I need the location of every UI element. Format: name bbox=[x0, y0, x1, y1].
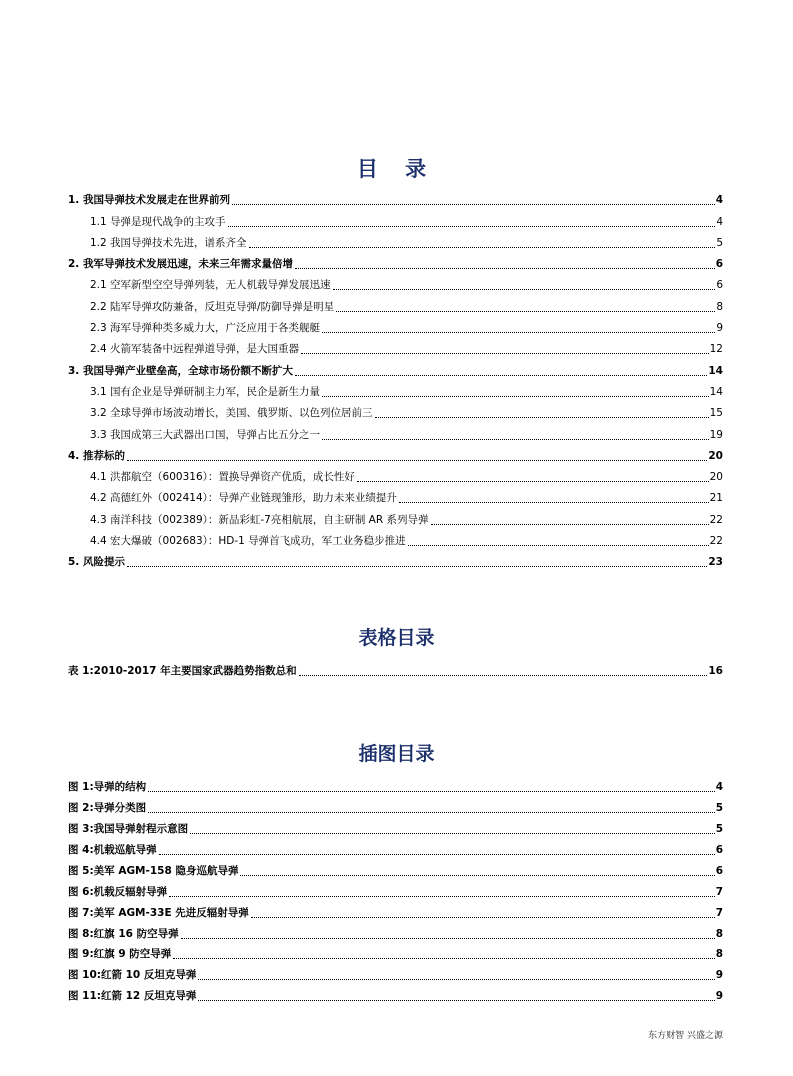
dot-leader bbox=[148, 781, 715, 792]
dot-leader bbox=[173, 948, 714, 959]
dot-leader bbox=[322, 386, 709, 397]
figure-toc-entry-page-number: 7 bbox=[715, 885, 723, 898]
dot-leader bbox=[408, 535, 709, 546]
dot-leader bbox=[127, 556, 707, 567]
toc-entry-label: 2.3 海军导弹种类多威力大，广泛应用于各类舰艇 bbox=[90, 322, 321, 335]
figure-toc-entry-page-number: 9 bbox=[715, 990, 723, 1003]
figure-toc-entry[interactable] bbox=[68, 794, 723, 815]
figure-toc-entry-label: 图 11:红箭 12 反坦克导弹 bbox=[68, 990, 197, 1003]
table-toc-entry-label: 表 1:2010-2017 年主要国家武器趋势指数总和 bbox=[68, 665, 297, 678]
dot-leader bbox=[251, 907, 715, 918]
dot-leader bbox=[322, 322, 715, 333]
toc-entry-page-number: 8 bbox=[716, 300, 723, 313]
toc-entry-label: 3.2 全球导弹市场波动增长，美国、俄罗斯、以色列位居前三 bbox=[90, 407, 373, 420]
dot-leader bbox=[228, 216, 716, 227]
toc-entry[interactable] bbox=[68, 548, 723, 569]
toc-entry[interactable] bbox=[68, 484, 723, 505]
toc-entry-label: 3.1 国有企业是导弹研制主力军，民企是新生力量 bbox=[90, 385, 321, 398]
figure-toc-entry[interactable] bbox=[68, 836, 723, 857]
dot-leader bbox=[333, 279, 716, 290]
toc-entry-page-number: 15 bbox=[709, 407, 723, 420]
toc-entry-page-number: 23 bbox=[708, 556, 723, 569]
footer-slogan: 东方财智 兴盛之源 bbox=[648, 1031, 723, 1041]
toc-entry-label: 4.2 高德红外（002414）：导弹产业链现雏形，助力未来业绩提升 bbox=[90, 492, 397, 505]
toc-entry[interactable] bbox=[68, 229, 723, 250]
toc-entry[interactable] bbox=[68, 463, 723, 484]
dot-leader bbox=[198, 990, 714, 1001]
toc-entry[interactable] bbox=[68, 207, 723, 228]
dot-leader bbox=[301, 343, 709, 354]
toc-entry[interactable] bbox=[68, 378, 723, 399]
toc-entry-label: 4. 推荐标的 bbox=[68, 449, 125, 462]
toc-entry-label: 4.4 宏大爆破（002683）：HD-1 导弹首飞成功，军工业务稳步推进 bbox=[90, 535, 406, 548]
toc-entry-label: 1.1 导弹是现代战争的主攻手 bbox=[90, 215, 226, 228]
figure-toc-list bbox=[68, 773, 723, 1003]
figure-toc-entry-label: 图 6:机载反辐射导弹 bbox=[68, 885, 168, 898]
toc-entry[interactable] bbox=[68, 314, 723, 335]
toc-entry-label: 2. 我军导弹技术发展迅速，未来三年需求量倍增 bbox=[68, 258, 293, 271]
toc-entry[interactable] bbox=[68, 292, 723, 313]
figure-toc-entry-page-number: 5 bbox=[715, 801, 723, 814]
figure-toc-entry[interactable] bbox=[68, 920, 723, 941]
toc-entry[interactable] bbox=[68, 442, 723, 463]
dot-leader bbox=[295, 365, 707, 376]
table-toc-entry-page-number: 16 bbox=[708, 665, 723, 678]
toc-list bbox=[68, 186, 723, 569]
toc-entry-page-number: 4 bbox=[715, 194, 723, 207]
figure-toc-entry[interactable] bbox=[68, 982, 723, 1003]
dot-leader bbox=[232, 194, 715, 205]
figure-toc-entry[interactable] bbox=[68, 857, 723, 878]
toc-entry-label: 2.4 火箭军装备中远程弹道导弹，是大国重器 bbox=[90, 343, 300, 356]
toc-entry-page-number: 9 bbox=[716, 322, 723, 335]
figure-toc-entry[interactable] bbox=[68, 961, 723, 982]
dot-leader bbox=[169, 886, 715, 897]
toc-entry-page-number: 20 bbox=[709, 471, 723, 484]
dot-leader bbox=[295, 258, 715, 269]
toc-entry-page-number: 19 bbox=[709, 428, 723, 441]
toc-entry[interactable] bbox=[68, 527, 723, 548]
toc-entry[interactable] bbox=[68, 271, 723, 292]
toc-entry-label: 4.3 南洋科技（002389）：新品彩虹-7亮相航展，自主研制 AR 系列导弹 bbox=[90, 513, 429, 526]
dot-leader bbox=[299, 665, 708, 676]
toc-entry-label: 3.3 我国成第三大武器出口国，导弹占比五分之一 bbox=[90, 428, 321, 441]
figure-toc-entry[interactable] bbox=[68, 941, 723, 962]
toc-entry-label: 4.1 洪都航空（600316）：置换导弹资产优质，成长性好 bbox=[90, 471, 355, 484]
dot-leader bbox=[198, 969, 714, 980]
figure-toc-entry-page-number: 8 bbox=[715, 927, 723, 940]
dot-leader bbox=[357, 471, 709, 482]
figure-toc-entry-label: 图 8:红旗 16 防空导弹 bbox=[68, 927, 179, 940]
dot-leader bbox=[375, 407, 709, 418]
dot-leader bbox=[181, 928, 715, 939]
toc-entry[interactable] bbox=[68, 420, 723, 441]
figure-toc-entry-label: 图 2:导弹分类图 bbox=[68, 801, 147, 814]
toc-entry-page-number: 12 bbox=[709, 343, 723, 356]
dot-leader bbox=[249, 237, 716, 248]
toc-entry-page-number: 4 bbox=[716, 215, 723, 228]
dot-leader bbox=[190, 823, 715, 834]
toc-entry[interactable] bbox=[68, 186, 723, 207]
figure-toc-title: 插图目录 bbox=[358, 743, 435, 765]
figure-toc-entry-page-number: 5 bbox=[715, 822, 723, 835]
dot-leader bbox=[322, 429, 709, 440]
toc-entry[interactable] bbox=[68, 335, 723, 356]
toc-entry-label: 1. 我国导弹技术发展走在世界前列 bbox=[68, 194, 230, 207]
toc-entry-page-number: 6 bbox=[715, 258, 723, 271]
toc-entry[interactable] bbox=[68, 250, 723, 271]
toc-entry[interactable] bbox=[68, 356, 723, 377]
dot-leader bbox=[159, 844, 715, 855]
figure-toc-entry-label: 图 10:红箭 10 反坦克导弹 bbox=[68, 969, 197, 982]
figure-toc-entry-label: 图 3:我国导弹射程示意图 bbox=[68, 822, 189, 835]
toc-entry-page-number: 14 bbox=[709, 385, 723, 398]
figure-toc-entry-label: 图 1:导弹的结构 bbox=[68, 780, 147, 793]
toc-entry-page-number: 22 bbox=[709, 513, 723, 526]
figure-toc-entry[interactable] bbox=[68, 899, 723, 920]
dot-leader bbox=[240, 865, 714, 876]
figure-toc-entry[interactable] bbox=[68, 773, 723, 794]
toc-entry-label: 2.2 陆军导弹攻防兼备，反坦克导弹/防御导弹是明星 bbox=[90, 300, 335, 313]
figure-toc-entry-page-number: 8 bbox=[715, 948, 723, 961]
toc-entry[interactable] bbox=[68, 505, 723, 526]
toc-entry-page-number: 22 bbox=[709, 535, 723, 548]
toc-entry-label: 5. 风险提示 bbox=[68, 556, 125, 569]
figure-toc-entry[interactable] bbox=[68, 815, 723, 836]
dot-leader bbox=[127, 450, 707, 461]
figure-toc-entry-label: 图 4:机载巡航导弹 bbox=[68, 843, 157, 856]
toc-entry[interactable] bbox=[68, 399, 723, 420]
toc-entry-label: 2.1 空军新型空空导弹列装，无人机载导弹发展迅速 bbox=[90, 279, 331, 292]
dot-leader bbox=[148, 802, 715, 813]
table-toc-title: 表格目录 bbox=[358, 627, 435, 649]
toc-entry-page-number: 5 bbox=[716, 236, 723, 249]
figure-toc-entry-page-number: 9 bbox=[715, 969, 723, 982]
figure-toc-entry-page-number: 4 bbox=[715, 780, 723, 793]
figure-toc-entry[interactable] bbox=[68, 878, 723, 899]
table-toc-list bbox=[68, 657, 723, 678]
figure-toc-entry-label: 图 7:美军 AGM-33E 先进反辐射导弹 bbox=[68, 906, 249, 919]
figure-toc-entry-page-number: 6 bbox=[715, 864, 723, 877]
toc-title: 目 录 bbox=[356, 157, 437, 181]
toc-entry-label: 3. 我国导弹产业壁垒高，全球市场份额不断扩大 bbox=[68, 364, 293, 377]
toc-entry-page-number: 6 bbox=[716, 279, 723, 292]
figure-toc-entry-label: 图 5:美军 AGM-158 隐身巡航导弹 bbox=[68, 864, 239, 877]
figure-toc-entry-label: 图 9:红旗 9 防空导弹 bbox=[68, 948, 172, 961]
figure-toc-entry-page-number: 7 bbox=[715, 906, 723, 919]
figure-toc-entry-page-number: 6 bbox=[715, 843, 723, 856]
toc-entry-page-number: 21 bbox=[709, 492, 723, 505]
dot-leader bbox=[399, 492, 709, 503]
dot-leader bbox=[336, 301, 715, 312]
toc-entry-page-number: 14 bbox=[708, 364, 723, 377]
table-toc-entry[interactable] bbox=[68, 657, 723, 678]
dot-leader bbox=[431, 514, 709, 525]
toc-entry-page-number: 20 bbox=[708, 449, 723, 462]
toc-entry-label: 1.2 我国导弹技术先进，谱系齐全 bbox=[90, 236, 247, 249]
